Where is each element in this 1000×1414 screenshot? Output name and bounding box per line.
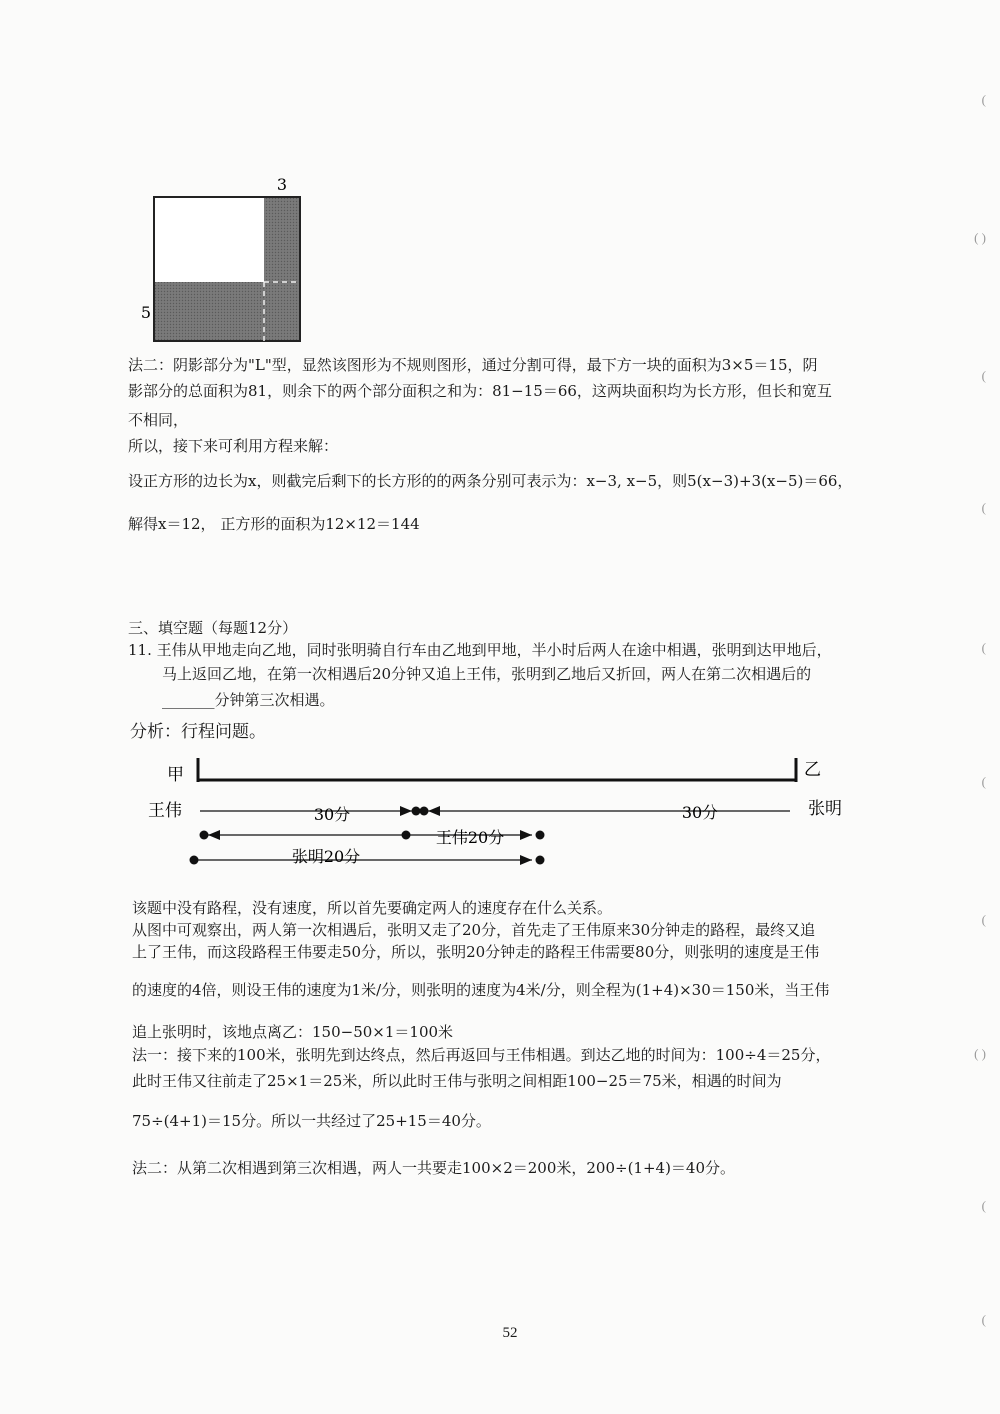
shaded-bottom-strip (154, 282, 300, 341)
margin-mark: ( ) (974, 1046, 986, 1061)
question-line2: 马上返回乙地，在第一次相遇后20分钟又追上王伟，张明到乙地后又折回，两人在第二次相遇后的 (162, 665, 812, 683)
solution-p4: 的速度的4倍，则设王伟的速度为1米/分，则张明的速度为4米/分，则全程为(1+4)×30＝150米，当王伟 (132, 981, 830, 999)
label-zhangming: 张明 (808, 799, 842, 819)
segment-zhangming-20min: 张明20分 (291, 847, 361, 866)
question-line3-text: 分钟第三次相遇。 (214, 691, 335, 709)
analysis-label: 分析：行程问题。 (130, 722, 266, 742)
solution-p9: 法二：从第二次相遇到第三次相遇，两人一共要走100×2＝200米，200÷(1+4)＝40分。 (132, 1159, 736, 1177)
margin-mark: ( (981, 774, 986, 789)
margin-mark: ( (981, 500, 986, 515)
l-shape-figure (130, 170, 320, 350)
method2-line1: 法二：阴影部分为"L"型，显然该图形为不规则图形，通过分割可得，最下方一块的面积为3×5＝15，阴 (128, 356, 818, 374)
solution-p7: 此时王伟又往前走了25×1＝25米，所以此时王伟与张明之间相距100−25＝75米，相遇的时间为 (132, 1072, 782, 1090)
solution-p6: 法一：接下来的100米，张明先到达终点，然后再返回与王伟相遇。到达乙地的时间为：100÷4＝25分， (132, 1046, 831, 1064)
answer-blank: _______ (162, 691, 215, 709)
page-number: 52 (502, 1325, 518, 1341)
label-3: 3 (276, 175, 288, 194)
solution-p2: 从图中可观察出，两人第一次相遇后，张明又走了20分，首先走了王伟原来30分钟走的路程，最终又追 (132, 921, 816, 939)
question-line1: 11. 王伟从甲地走向乙地，同时张明骑自行车由乙地到甲地，半小时后两人在途中相遇，张明到达甲地后， (128, 641, 832, 659)
label-yi: 乙 (804, 760, 821, 780)
margin-mark: ( ) (974, 230, 986, 245)
segment-30min-wangwei: 30分 (313, 805, 351, 824)
segment-30min-zhangming: 30分 (681, 803, 719, 822)
label-wangwei: 王伟 (148, 801, 182, 821)
solution-p1: 该题中没有路程，没有速度，所以首先要确定两人的速度存在什么关系。 (132, 899, 613, 917)
solution-p8: 75÷(4+1)＝15分。所以一共经过了25+15＝40分。 (132, 1112, 491, 1130)
method2-line5: 设正方形的边长为x，则截完后剩下的长方形的的两条分别可表示为：x−3, x−5，则5(x−3)+3(x−5)＝66， (128, 472, 853, 490)
segment-wangwei-20min: 王伟20分 (435, 828, 505, 847)
margin-mark: ( (981, 1198, 986, 1213)
travel-diagram (140, 752, 860, 877)
method2-line2: 影部分的总面积为81，则余下的两个部分面积之和为：81−15＝66，这两块面积均为长方形，但长和宽互 (128, 382, 832, 400)
margin-mark: ( (981, 640, 986, 655)
question-line3 (162, 690, 335, 710)
margin-mark: ( (981, 1312, 986, 1327)
method2-line4: 所以，接下来可利用方程来解： (128, 437, 339, 455)
solution-p5: 追上张明时，该地点离乙：150−50×1＝100米 (132, 1023, 454, 1041)
section-heading: 三、填空题（每题12分） (128, 619, 298, 637)
margin-mark: ( (981, 368, 986, 383)
margin-mark: ( (981, 912, 986, 927)
label-5: 5 (140, 303, 152, 322)
solution-p3: 上了王伟，而这段路程王伟要走50分，所以，张明20分钟走的路程王伟需要80分，则张明的速度是王伟 (132, 943, 820, 961)
method2-line6: 解得x＝12， 正方形的面积为12×12＝144 (128, 515, 420, 533)
margin-mark: ( (981, 92, 986, 107)
method2-line3: 不相同， (128, 411, 189, 429)
label-jia: 甲 (167, 765, 184, 785)
